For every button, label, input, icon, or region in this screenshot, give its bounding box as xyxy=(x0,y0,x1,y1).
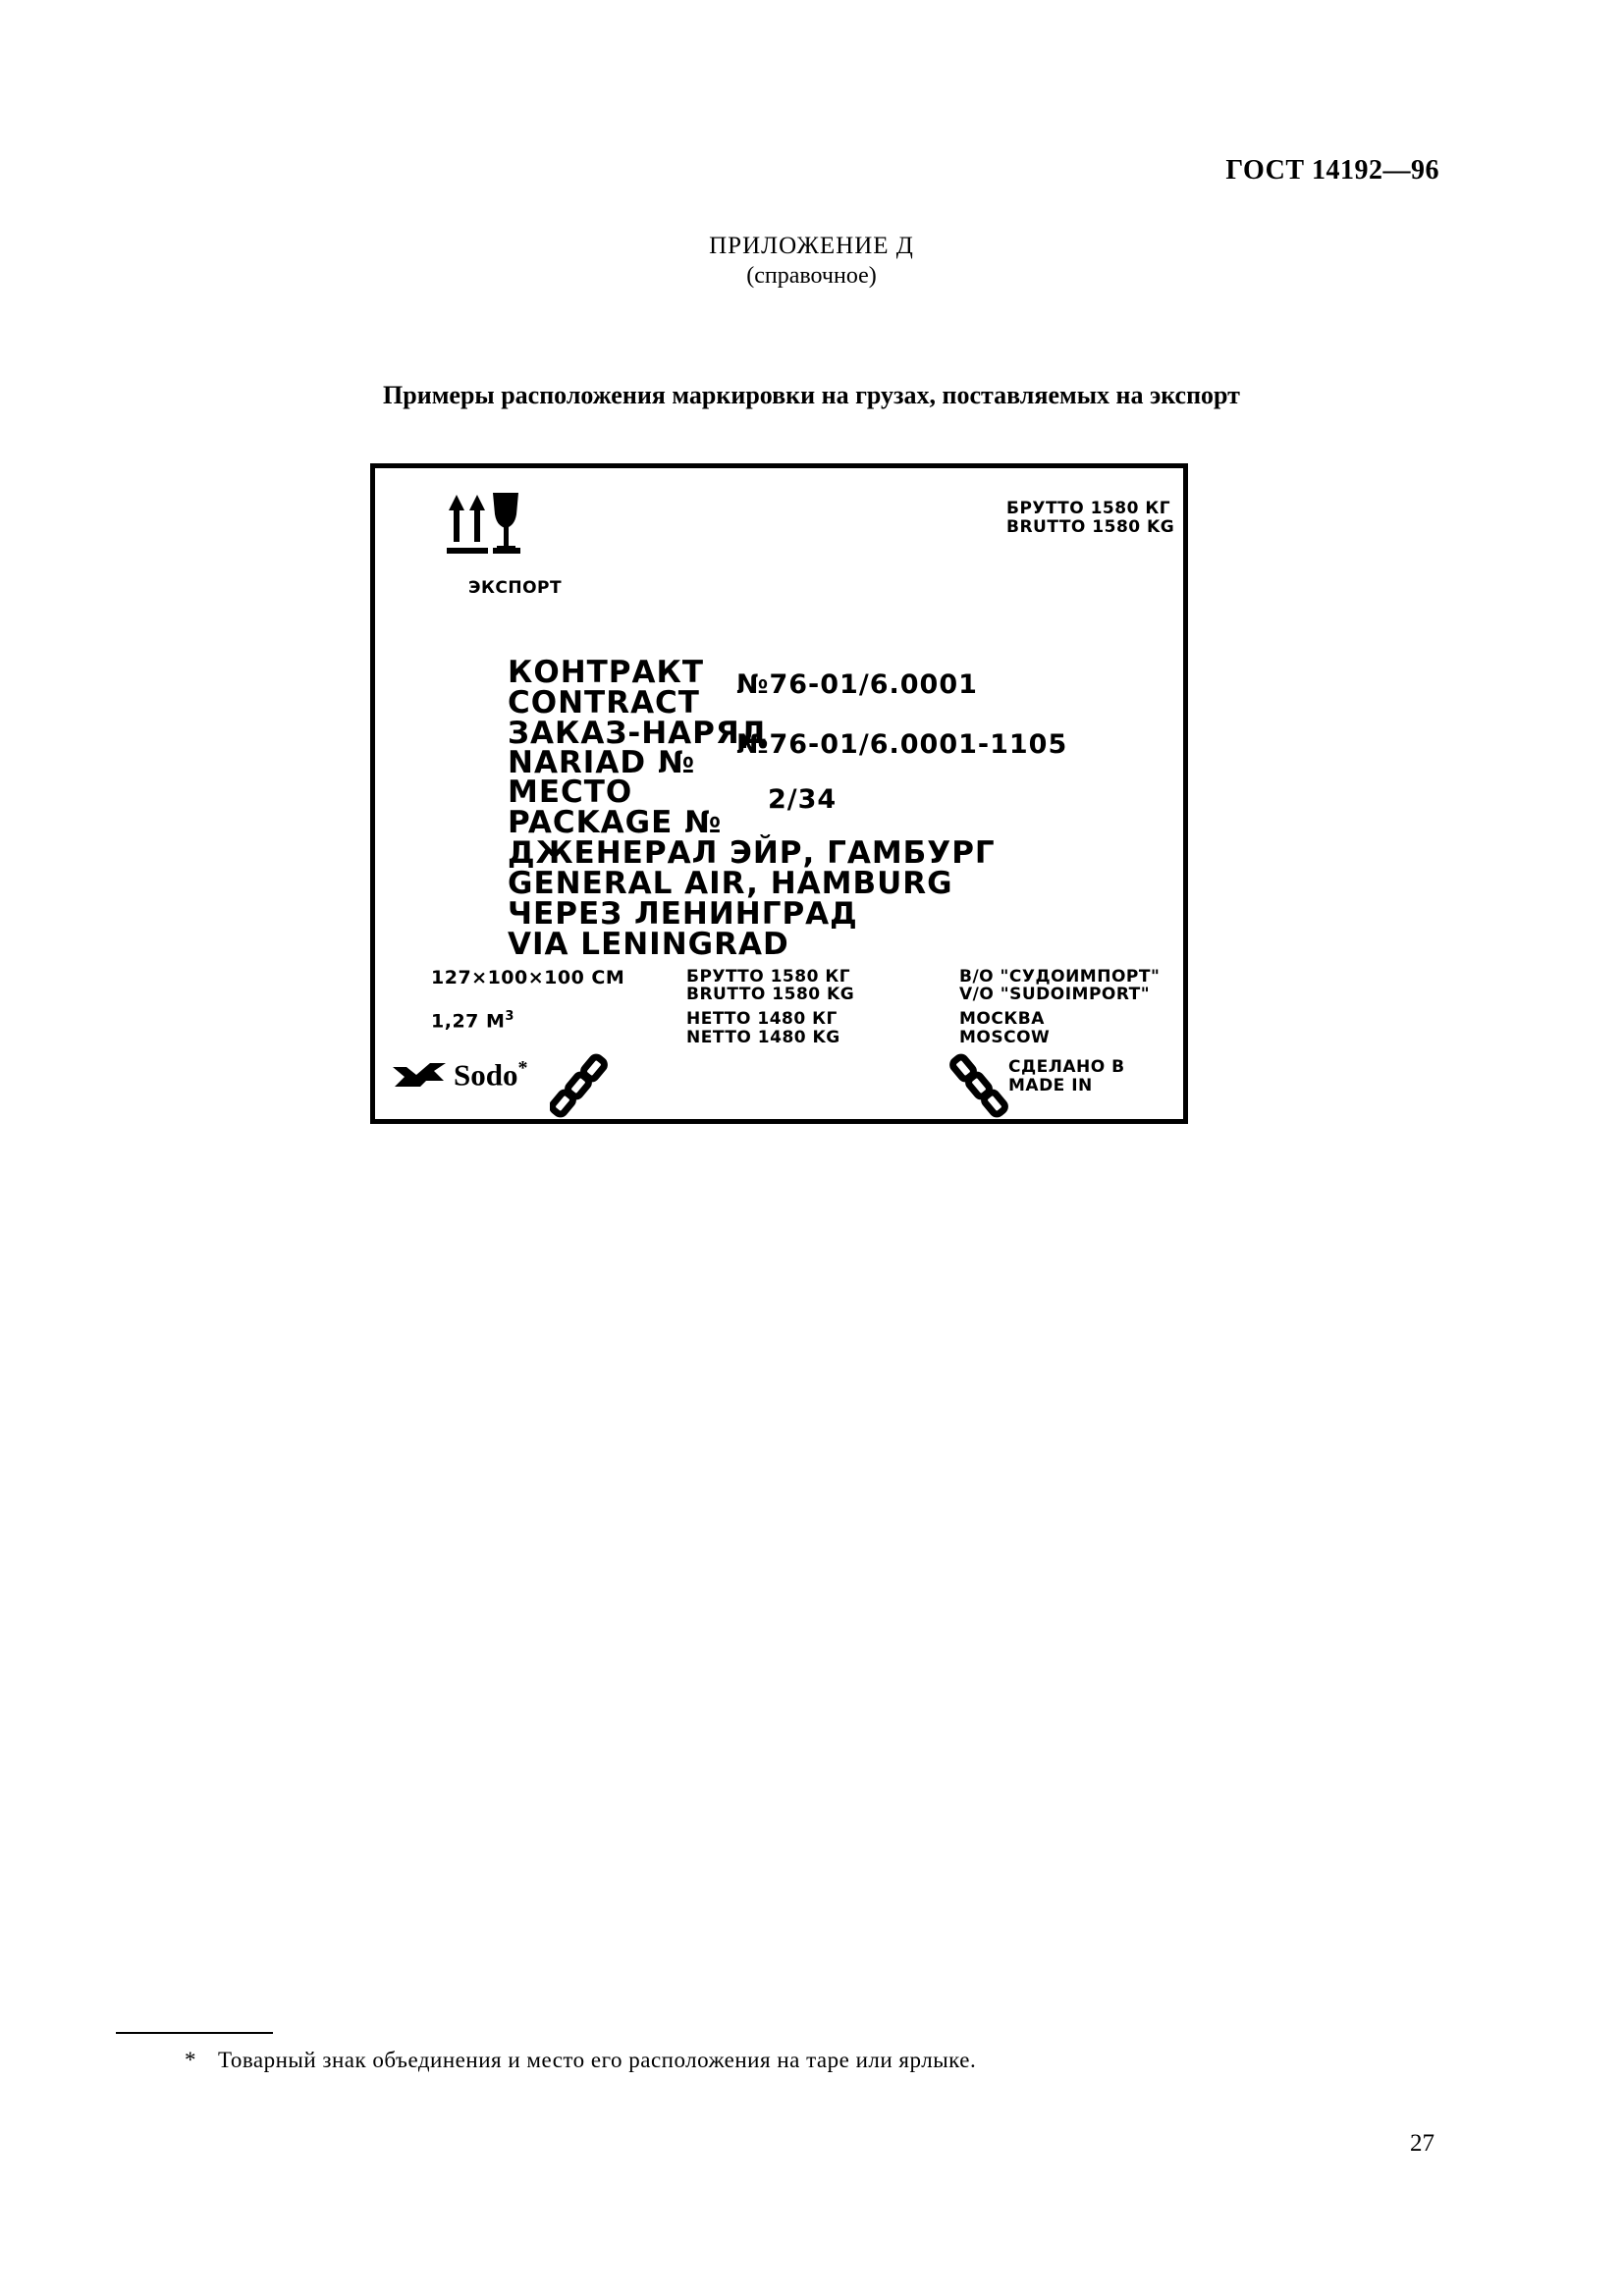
marking-example-panel xyxy=(370,463,1188,1124)
order-label-en: NARIAD № xyxy=(508,745,696,780)
handling-symbols-icon xyxy=(444,491,522,560)
package-dimensions: 127×100×100 СМ xyxy=(431,967,625,988)
chain-left-icon xyxy=(550,1053,619,1118)
gross-weight-ru: БРУТТО 1580 КГ xyxy=(686,967,851,987)
via-ru: ЧЕРЕЗ ЛЕНИНГРАД xyxy=(508,896,858,932)
appendix-subtitle: (справочное) xyxy=(746,263,877,289)
place-number: 2/34 xyxy=(768,784,838,815)
shipper-ru: В/О "СУДОИМПОРТ" xyxy=(959,967,1161,987)
consignee-en: GENERAL AIR, HAMBURG xyxy=(508,866,953,901)
place-label-en: PACKAGE № xyxy=(508,805,723,840)
footnote-marker: * xyxy=(185,2048,196,2072)
via-en: VIA LENINGRAD xyxy=(508,927,789,962)
chain-right-icon xyxy=(945,1053,1013,1118)
figure-caption: Примеры расположения маркировки на грузах, поставляемых на экспорт xyxy=(383,381,1240,409)
gross-weight-en: BRUTTO 1580 KG xyxy=(686,985,855,1004)
shipper-en: V/O "SUDOIMPORT" xyxy=(959,985,1151,1004)
footnote-divider xyxy=(116,2032,273,2034)
order-number: №76-01/6.0001-1105 xyxy=(736,729,1068,760)
appendix-title: ПРИЛОЖЕНИЕ Д xyxy=(709,233,914,259)
consignee-ru: ДЖЕНЕРАЛ ЭЙР, ГАМБУРГ xyxy=(508,835,996,871)
made-in-en: MADE IN xyxy=(1008,1076,1093,1095)
trademark-ship-icon xyxy=(391,1059,448,1089)
export-label: ЭКСПОРТ xyxy=(468,578,563,598)
fragile-glass-icon xyxy=(493,493,520,554)
place-label-ru: МЕСТО xyxy=(508,774,633,810)
package-volume: 1,27 $М^3$ xyxy=(431,1009,514,1033)
this-way-up-icon xyxy=(447,495,488,554)
gross-weight-top-ru: БРУТТО 1580 КГ xyxy=(1006,499,1171,518)
trademark-text: Sodo* xyxy=(454,1057,528,1093)
contract-number: №76-01/6.0001 xyxy=(736,669,978,700)
order-label-ru: ЗАКАЗ-НАРЯД xyxy=(508,716,769,751)
city-ru: МОСКВА xyxy=(959,1009,1045,1029)
page-number: 27 xyxy=(1410,2130,1434,2157)
contract-label-ru: КОНТРАКТ xyxy=(508,655,704,690)
standard-designation: ГОСТ 14192—96 xyxy=(1225,155,1439,186)
net-weight-ru: НЕТТО 1480 КГ xyxy=(686,1009,838,1029)
made-in-ru: СДЕЛАНО В xyxy=(1008,1057,1125,1077)
contract-label-en: CONTRACT xyxy=(508,685,700,721)
gross-weight-top-en: BRUTTO 1580 KG xyxy=(1006,517,1175,537)
footnote-text: Товарный знак объединения и место его расположения на таре или ярлыке. xyxy=(218,2048,977,2072)
net-weight-en: NETTO 1480 KG xyxy=(686,1028,840,1047)
city-en: MOSCOW xyxy=(959,1028,1051,1047)
